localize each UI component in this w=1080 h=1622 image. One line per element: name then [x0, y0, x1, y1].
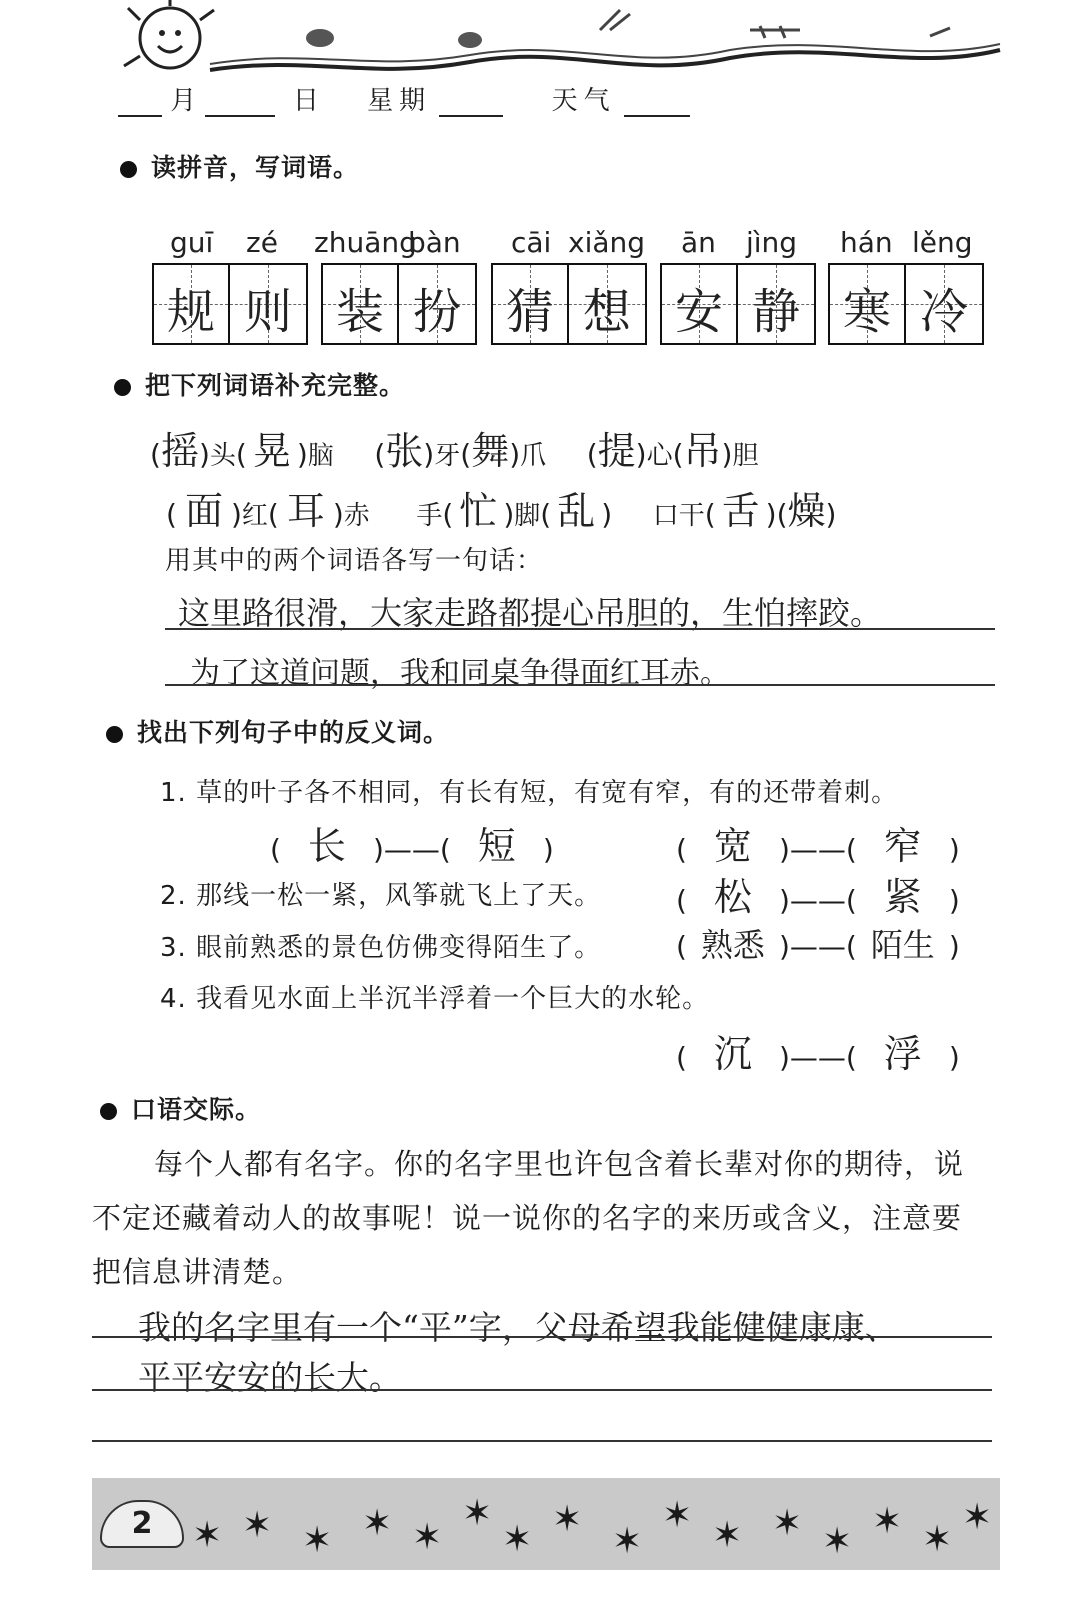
- bullet-icon: [100, 1103, 117, 1120]
- leaf-icon: ✶: [772, 1503, 803, 1544]
- bullet-icon: [114, 379, 131, 396]
- answer-char: 规: [166, 284, 215, 340]
- idiom-row: (摇)头( 晃 )脑 (张)牙(舞)爪 (提)心(吊)胆: [150, 429, 759, 473]
- section3-title: 找出下列句子中的反义词。: [106, 713, 449, 749]
- month-label: 月: [170, 86, 197, 116]
- antonym-answer: 浮: [883, 1032, 922, 1076]
- answer-char: 摇: [160, 429, 199, 473]
- sentence: 3. 眼前熟悉的景色仿佛变得陌生了。: [160, 933, 602, 963]
- answer-char: 装: [335, 284, 384, 340]
- answer-char: 提: [597, 429, 636, 473]
- answer-char: 冷: [919, 284, 968, 340]
- antonym-answer: 长: [307, 824, 346, 868]
- writing-line: [92, 1440, 992, 1442]
- handwritten-answer: 这里路很滑，大家走路都提心吊胆的，生怕摔跤。: [178, 594, 883, 632]
- answer-char: 吊: [683, 429, 722, 473]
- header-decoration: [110, 0, 1010, 90]
- leaf-icon: ✶: [552, 1499, 583, 1540]
- section2-title: 把下列词语补充完整。: [114, 366, 405, 402]
- pinyin: guī: [170, 226, 214, 259]
- antonym-answer: 宽: [713, 824, 752, 868]
- antonym-pair: ( 松 )——( 紧 ): [676, 866, 960, 921]
- answer-char: 忙: [459, 489, 498, 533]
- leaf-icon: ✶: [412, 1517, 443, 1558]
- weather-label: 天气: [551, 86, 616, 116]
- answer-char: 静: [751, 284, 800, 340]
- sun-wave-illustration: [110, 0, 1010, 90]
- antonym-answer: 短: [477, 824, 516, 868]
- pinyin: bàn: [408, 226, 461, 259]
- answer-char: 猜: [505, 284, 554, 340]
- weekday-label: 星期: [367, 86, 432, 116]
- paragraph-line: 每个人都有名字。你的名字里也许包含着长辈对你的期待，说: [154, 1147, 965, 1181]
- handwritten-answer: 为了这道问题，我和同桌争得面红耳赤。: [190, 656, 730, 691]
- leaf-icon: ✶: [872, 1501, 903, 1542]
- handwritten-answer: 平平安安的长大。: [138, 1358, 402, 1397]
- writing-line: [92, 1336, 992, 1338]
- pinyin: zé: [246, 226, 278, 259]
- word-box[interactable]: [321, 263, 477, 345]
- leaf-icon: ✶: [502, 1519, 533, 1560]
- word-box[interactable]: [152, 263, 308, 345]
- leaf-icon: ✶: [922, 1519, 953, 1560]
- leaf-icon: ✶: [962, 1497, 993, 1538]
- answer-char: 耳: [286, 489, 325, 533]
- sentence: 2. 那线一松一紧，风筝就飞上了天。: [160, 881, 602, 911]
- antonym-answer: 紧: [883, 875, 922, 919]
- leaf-icon: ✶: [242, 1505, 273, 1546]
- antonym-answer: 松: [713, 875, 752, 919]
- antonym-answer: 窄: [883, 824, 922, 868]
- antonym-answer: 陌生: [870, 926, 935, 964]
- answer-char: 则: [243, 284, 292, 340]
- footer-band: [92, 1478, 1000, 1570]
- answer-char: 面: [184, 489, 223, 533]
- day-label: 日: [292, 86, 319, 116]
- writing-line: [92, 1389, 992, 1391]
- antonym-answer: 沉: [713, 1032, 752, 1076]
- antonym-pair: ( 沉 )——( 浮 ): [676, 1023, 960, 1078]
- antonym-pair: ( 长 )——( 短 ): [270, 815, 554, 870]
- answer-char: 舌: [721, 489, 760, 533]
- answer-char: 扮: [412, 284, 461, 340]
- leaf-icon: ✶: [462, 1493, 493, 1534]
- antonym-pair: ( 熟悉 )——( 陌生 ): [676, 920, 960, 966]
- page-number-badge: [100, 1500, 184, 1548]
- pinyin: hán: [840, 226, 893, 259]
- answer-char: 舞: [471, 429, 510, 473]
- leaf-icon: ✶: [662, 1495, 693, 1536]
- pinyin: ān: [681, 226, 716, 259]
- page-number: 2: [131, 1506, 153, 1541]
- answer-char: 寒: [842, 284, 891, 340]
- answer-char: 张: [385, 429, 424, 473]
- weather-blank[interactable]: [624, 91, 690, 117]
- word-box[interactable]: [660, 263, 816, 345]
- bullet-icon: [106, 726, 123, 743]
- section4-title: 口语交际。: [100, 1090, 261, 1126]
- antonym-answer: 熟悉: [700, 926, 765, 964]
- leaf-icon: ✶: [712, 1515, 743, 1556]
- answer-char: 燥: [787, 489, 826, 533]
- pinyin: lěng: [912, 226, 973, 259]
- leaf-icon: ✶: [302, 1520, 333, 1561]
- paragraph-line: 把信息讲清楚。: [92, 1255, 303, 1289]
- pinyin: cāi: [511, 226, 552, 259]
- answer-char: 乱: [557, 489, 596, 533]
- leaf-icon: ✶: [192, 1515, 223, 1556]
- idiom-row: ( 面 )红( 耳 )赤 手( 忙 )脚( 乱 ) 口干( 舌 )(燥): [166, 489, 837, 533]
- handwritten-answer: 我的名字里有一个“平”字，父母希望我能健健康康、: [138, 1308, 898, 1347]
- antonym-pair: ( 宽 )——( 窄 ): [676, 815, 960, 870]
- writing-line: [165, 628, 995, 630]
- writing-line: [165, 684, 995, 686]
- answer-char: 晃: [252, 429, 291, 473]
- answer-char: 想: [582, 284, 631, 340]
- leaf-icon: ✶: [822, 1521, 853, 1562]
- pinyin: zhuāng: [314, 226, 417, 259]
- pinyin: jìng: [746, 226, 798, 259]
- sentence: 4. 我看见水面上半沉半浮着一个巨大的水轮。: [160, 984, 710, 1014]
- prompt-paragraph: [92, 1137, 1012, 1299]
- month-blank[interactable]: [118, 91, 162, 117]
- answer-char: 安: [674, 284, 723, 340]
- section1-title: 读拼音，写词语。: [120, 148, 359, 184]
- sentence: 1. 草的叶子各不相同，有长有短，有宽有窄，有的还带着刺。: [160, 778, 899, 808]
- date-line: [118, 80, 690, 117]
- word-box[interactable]: [491, 263, 647, 345]
- bullet-icon: [120, 161, 137, 178]
- leaf-icon: ✶: [612, 1521, 643, 1562]
- day-blank[interactable]: [205, 91, 275, 117]
- paragraph-line: 不定还藏着动人的故事呢！说一说你的名字的来历或含义，注意要: [92, 1201, 963, 1235]
- pinyin: xiǎng: [568, 226, 646, 259]
- word-box[interactable]: [828, 263, 984, 345]
- leaf-icon: ✶: [362, 1503, 393, 1544]
- weekday-blank[interactable]: [439, 91, 503, 117]
- sentence-prompt: 用其中的两个词语各写一句话：: [165, 546, 544, 576]
